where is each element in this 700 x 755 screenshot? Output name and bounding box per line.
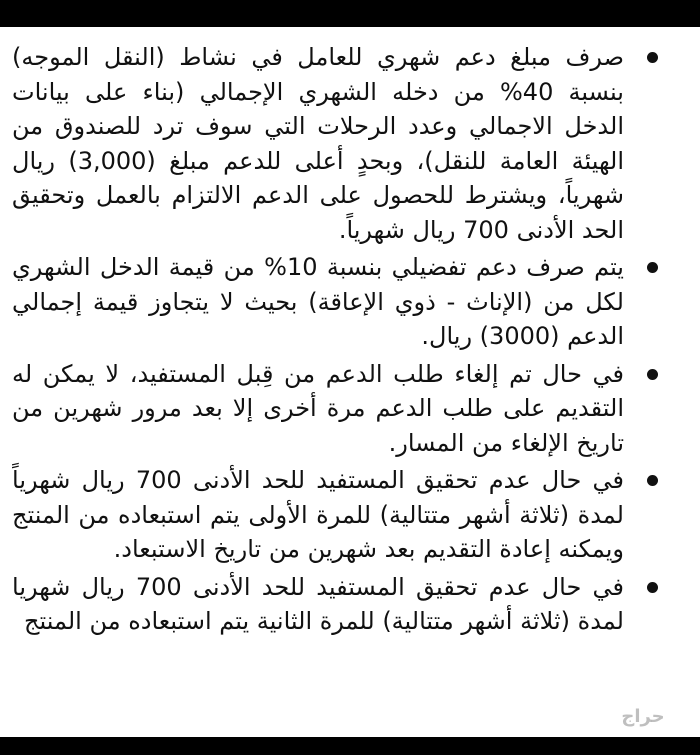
bullet-item bbox=[12, 250, 672, 354]
bullet-dot-icon bbox=[647, 262, 658, 273]
bullet-item bbox=[12, 570, 672, 639]
bullet-text: في حال عدم تحقيق المستفيد للحد الأدنى 700 ريال شهريا لمدة (ثلاثة أشهر متتالية) للمرة الثانية يتم استبعاده من المنتج bbox=[12, 572, 625, 635]
bottom-bar bbox=[0, 737, 700, 755]
bullet-dot-icon bbox=[647, 475, 658, 486]
bullet-text: صرف مبلغ دعم شهري للعامل في نشاط (النقل الموجه) بنسبة 40% من دخله الشهري الإجمالي (بناء على بيانات الدخل الاجمالي وعدد الرحلات التي سوف ترد للصندوق من الهيئة العامة للنقل)، وبحدٍ أعلى للدعم مبلغ (3,000) ريال شهرياً، ويشترط للحصول على الدعم الالتزام بالعمل وتحقيق الحد الأدنى 700 ريال شهرياً. bbox=[12, 43, 624, 244]
bullet-list bbox=[12, 40, 672, 639]
bullet-text: في حال تم إلغاء طلب الدعم من قِبل المستفيد، لا يمكن له التقديم على طلب الدعم مرة أخرى إلا بعد مرور شهرين من تاريخ الإلغاء من المسار. bbox=[12, 359, 624, 457]
bullet-text: في حال عدم تحقيق المستفيد للحد الأدنى 700 ريال شهرياً لمدة (ثلاثة أشهر متتالية) للمرة الأولى يتم استبعاده من المنتج ويمكنه إعادة التقديم بعد شهرين من تاريخ الاستبعاد. bbox=[12, 466, 625, 563]
watermark-logo: حراج bbox=[621, 706, 665, 727]
bullet-text: يتم صرف دعم تفضيلي بنسبة 10% من قيمة الدخل الشهري لكل من (الإناث - ذوي الإعاقة) بحيث لا يتجاوز قيمة إجمالي الدعم (3000) ريال. bbox=[12, 253, 624, 350]
bullet-dot-icon bbox=[647, 52, 658, 63]
document-content bbox=[12, 40, 672, 737]
bullet-item bbox=[12, 40, 672, 247]
bullet-dot-icon bbox=[647, 369, 658, 380]
bullet-item bbox=[12, 463, 672, 567]
bullet-dot-icon bbox=[647, 582, 658, 593]
bullet-item bbox=[12, 357, 672, 461]
top-status-bar bbox=[0, 0, 700, 27]
